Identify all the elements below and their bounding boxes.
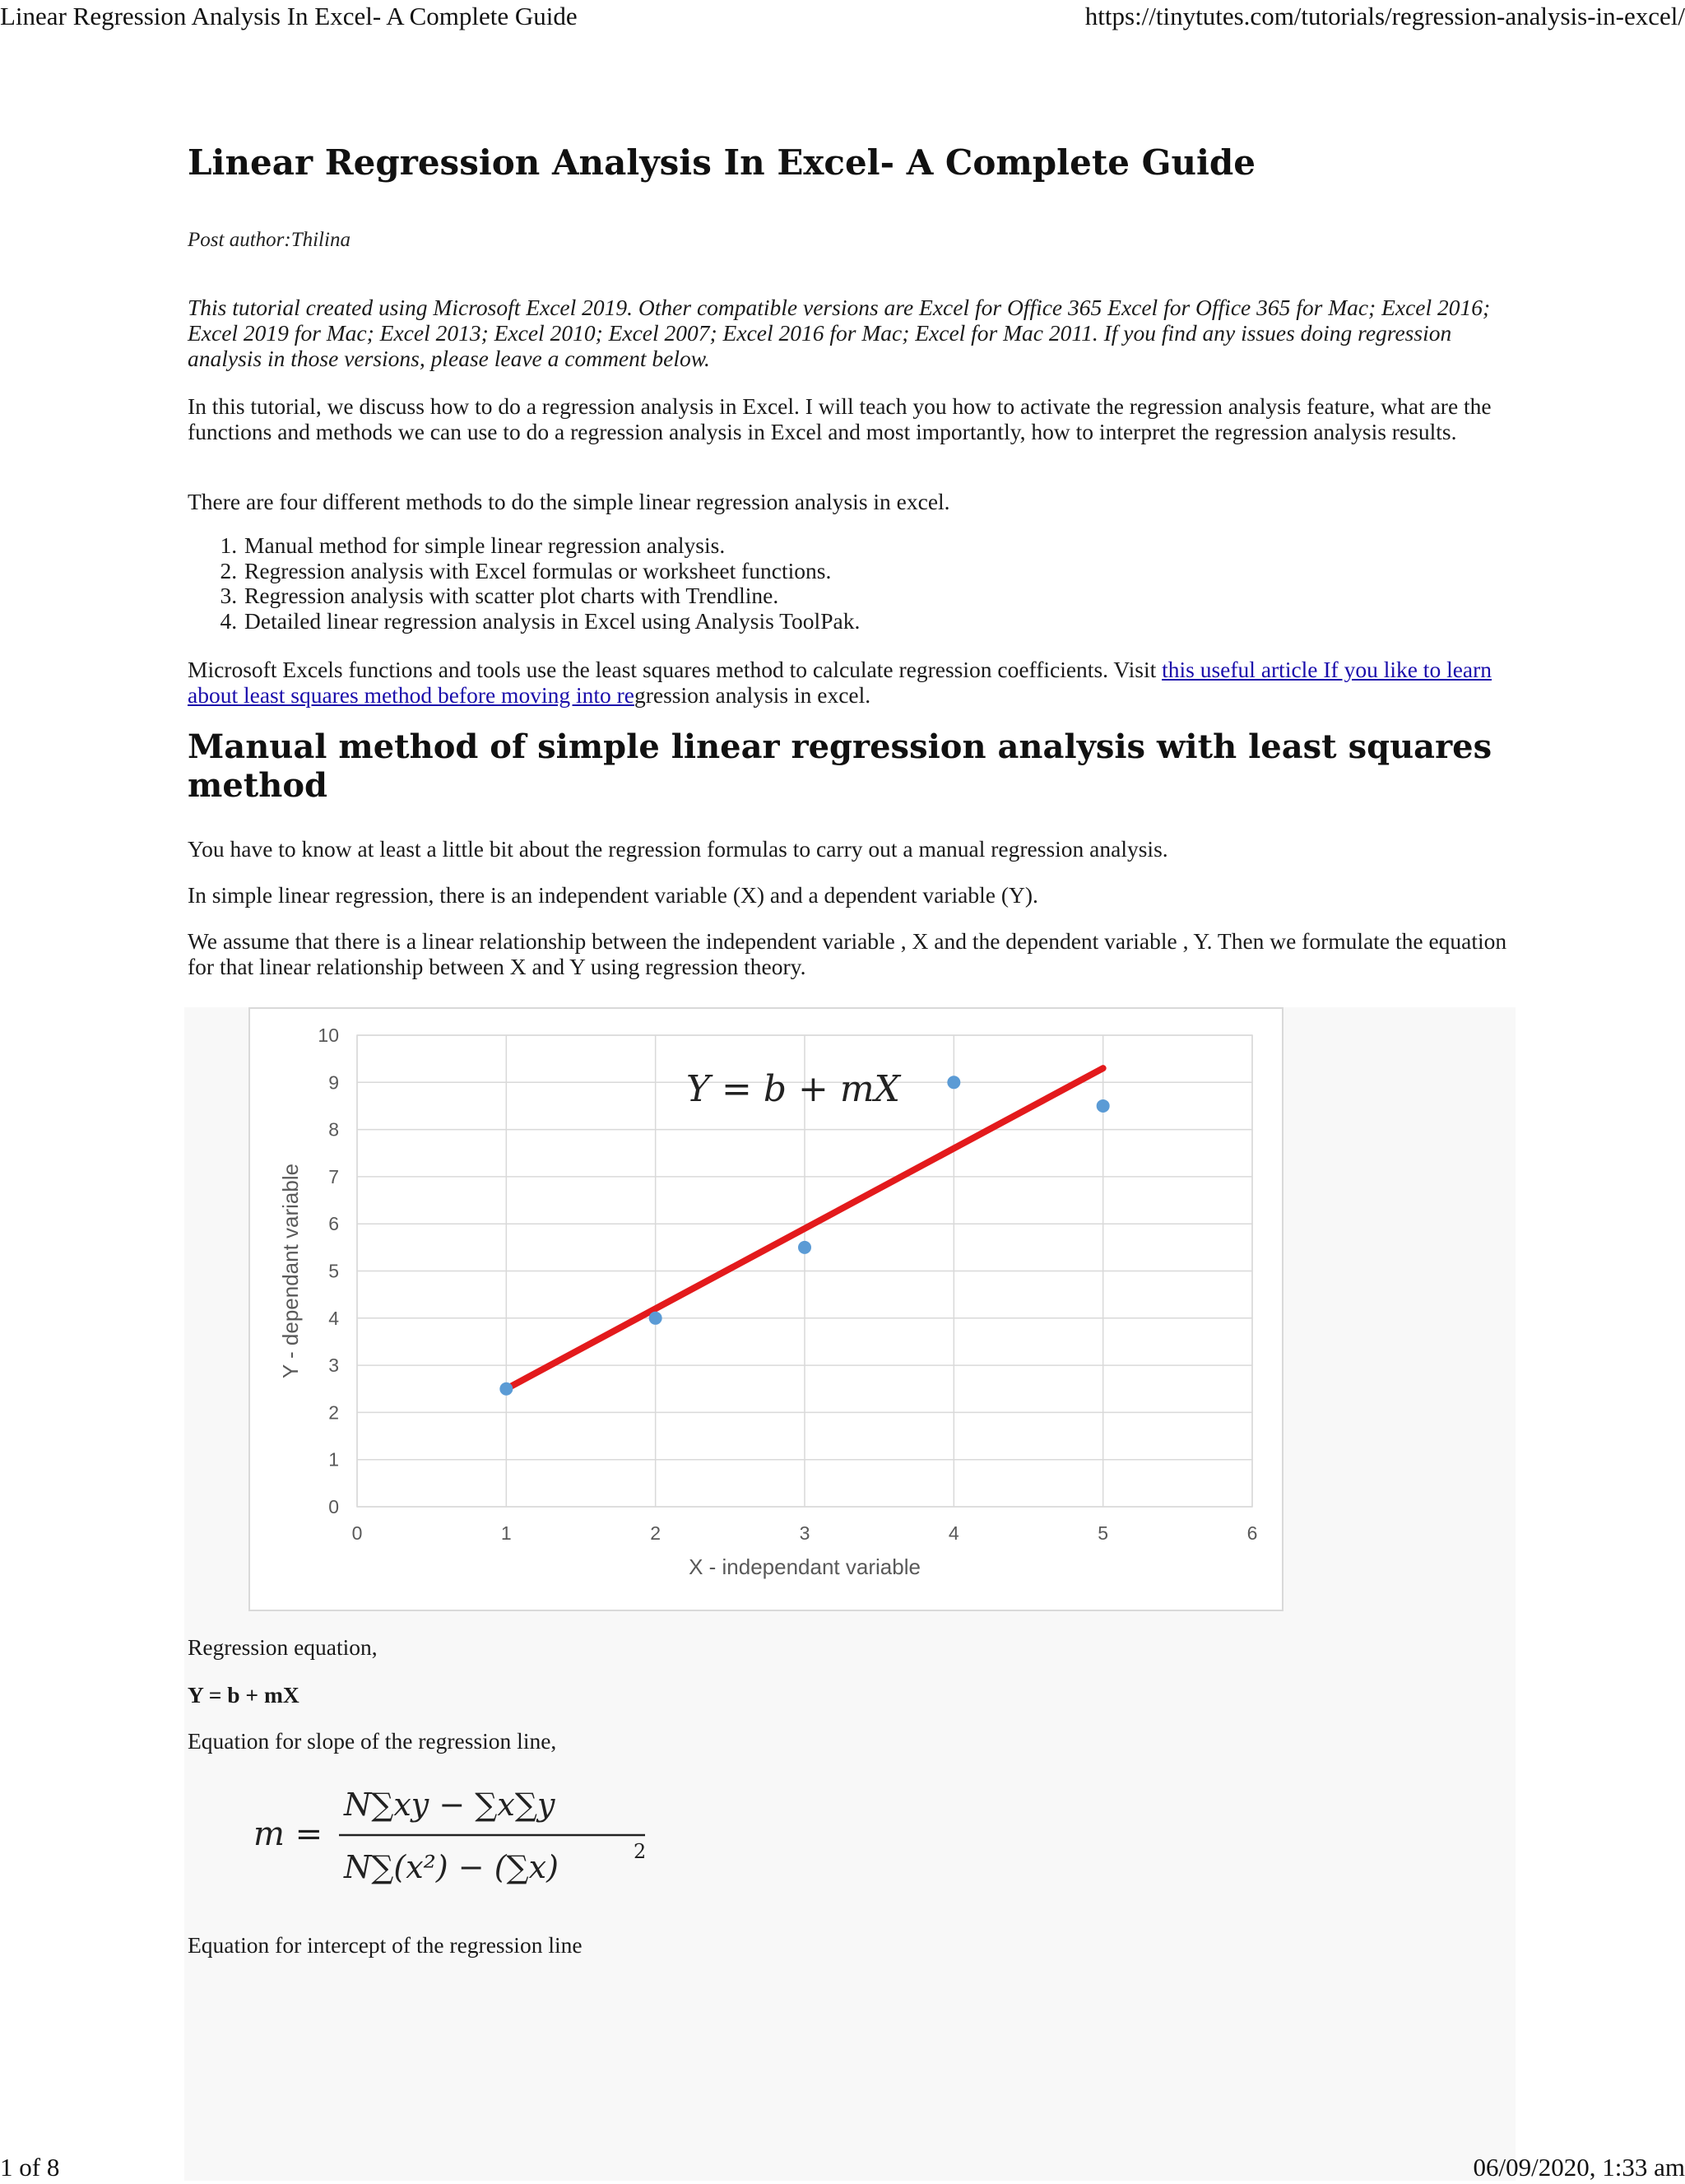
x-tick-label: 5 bbox=[1098, 1522, 1109, 1544]
regression-scatter-chart bbox=[248, 1007, 1283, 1611]
list-item: 1. Manual method for simple linear regression analysis. bbox=[243, 533, 860, 559]
section-paragraph-2: In simple linear regression, there is an independent variable (X) and a dependent variable (Y). bbox=[188, 882, 1038, 908]
x-tick-label: 6 bbox=[1246, 1522, 1258, 1544]
y-tick-label: 2 bbox=[328, 1401, 339, 1424]
y-tick-label: 7 bbox=[328, 1165, 339, 1187]
section-paragraph-1: You have to know at least a little bit about the regression formulas to carry out a manual regression analysis. bbox=[188, 836, 1168, 862]
data-point bbox=[649, 1312, 662, 1325]
slope-formula-lhs: m = bbox=[253, 1815, 323, 1853]
x-tick-label: 2 bbox=[650, 1522, 661, 1544]
slope-formula-numerator: N∑xy − ∑x∑y bbox=[344, 1787, 555, 1823]
slope-equation-label: Equation for slope of the regression line, bbox=[188, 1728, 557, 1754]
chart-canvas bbox=[250, 1009, 1282, 1610]
post-author-name: Thilina bbox=[290, 229, 350, 251]
x-tick-label: 1 bbox=[500, 1522, 512, 1544]
y-tick-label: 9 bbox=[328, 1071, 339, 1094]
y-tick-label: 1 bbox=[328, 1448, 339, 1471]
list-item: 3. Regression analysis with scatter plot charts with Trendline. bbox=[243, 583, 860, 609]
least-squares-text: Microsoft Excels functions and tools use the least squares method to calculate regression coefficients. Visit bbox=[188, 657, 1163, 682]
slope-formula-denominator bbox=[343, 1849, 559, 1885]
regression-equation: Y = b + mX bbox=[188, 1682, 299, 1708]
print-timestamp: 06/09/2020, 1:33 am bbox=[1473, 2153, 1685, 2182]
y-tick-label: 5 bbox=[328, 1260, 339, 1282]
post-author bbox=[188, 227, 350, 253]
x-tick-label: 4 bbox=[948, 1522, 959, 1544]
list-item: 2. Regression analysis with Excel formulas or worksheet functions. bbox=[243, 559, 860, 584]
x-tick-label: 0 bbox=[351, 1522, 363, 1544]
data-point bbox=[1097, 1099, 1110, 1113]
print-header bbox=[0, 0, 1685, 33]
compatibility-note: This tutorial created using Microsoft Excel 2019. Other compatible versions are Excel for Office 365 Excel for Office 365 for Mac; Excel 2016; Excel 2019 for Mac; Excel 2013; Excel 2010; Excel 2007; Excel 2016 for Mac; Excel for Mac 2011. If you find any issues doing regression analysis in those versions, please leave a comment below. bbox=[188, 295, 1491, 371]
post-author-label: Post author: bbox=[188, 229, 291, 251]
least-squares-paragraph bbox=[188, 657, 1512, 708]
intercept-equation-label: Equation for intercept of the regression line bbox=[188, 1932, 583, 1958]
data-point bbox=[798, 1241, 811, 1254]
x-axis-title: X - independant variable bbox=[689, 1554, 921, 1579]
page-title: Linear Regression Analysis In Excel- A Complete Guide bbox=[188, 142, 1256, 183]
regression-equation-label: Regression equation, bbox=[188, 1634, 378, 1660]
print-footer bbox=[0, 2151, 1685, 2184]
y-tick-label: 10 bbox=[318, 1025, 339, 1046]
slope-formula-denominator-a: N∑(x²) − bbox=[344, 1849, 494, 1885]
slope-formula-denominator-b: (∑x) bbox=[494, 1849, 559, 1885]
methods-list bbox=[188, 533, 860, 634]
y-axis-title: Y - dependant variable bbox=[278, 1163, 303, 1379]
slope-formula bbox=[247, 1777, 675, 1901]
print-header-title: Linear Regression Analysis In Excel- A Complete Guide bbox=[0, 2, 578, 30]
data-point bbox=[947, 1076, 960, 1089]
slope-formula-exponent: 2 bbox=[634, 1840, 647, 1863]
y-tick-label: 8 bbox=[328, 1118, 339, 1141]
page-count: 1 of 8 bbox=[0, 2153, 60, 2182]
print-header-url: https://tinytutes.com/tutorials/regression-analysis-in-excel/ bbox=[1084, 2, 1685, 30]
list-item: 4. Detailed linear regression analysis in Excel using Analysis ToolPak. bbox=[243, 609, 860, 634]
section-heading: Manual method of simple linear regression analysis with least squares method bbox=[188, 727, 1492, 805]
intro-paragraph: In this tutorial, we discuss how to do a regression analysis in Excel. I will teach you how to activate the regression analysis feature, what are the functions and methods we can use to do a regression analysis in Excel and most importantly, how to interpret the regression analysis results. bbox=[188, 393, 1492, 444]
x-tick-label: 3 bbox=[799, 1522, 810, 1544]
chart-equation-annotation: Y = b + mX bbox=[686, 1068, 900, 1110]
y-tick-label: 3 bbox=[328, 1355, 339, 1377]
section-paragraph-3: We assume that there is a linear relationship between the independent variable , X and the dependent variable , Y. Then we formulate the equation for that linear relationship between X and Y using regression theory. bbox=[188, 928, 1507, 979]
data-point bbox=[499, 1382, 513, 1396]
least-squares-text-end: gression analysis in excel. bbox=[634, 682, 871, 708]
least-squares-article-link[interactable]: this useful article If you like to learn about least squares method before moving into re bbox=[188, 657, 1492, 708]
y-tick-label: 6 bbox=[328, 1213, 339, 1235]
y-tick-label: 0 bbox=[328, 1496, 339, 1517]
methods-intro: There are four different methods to do the simple linear regression analysis in excel. bbox=[188, 489, 950, 514]
y-tick-label: 4 bbox=[328, 1307, 339, 1329]
